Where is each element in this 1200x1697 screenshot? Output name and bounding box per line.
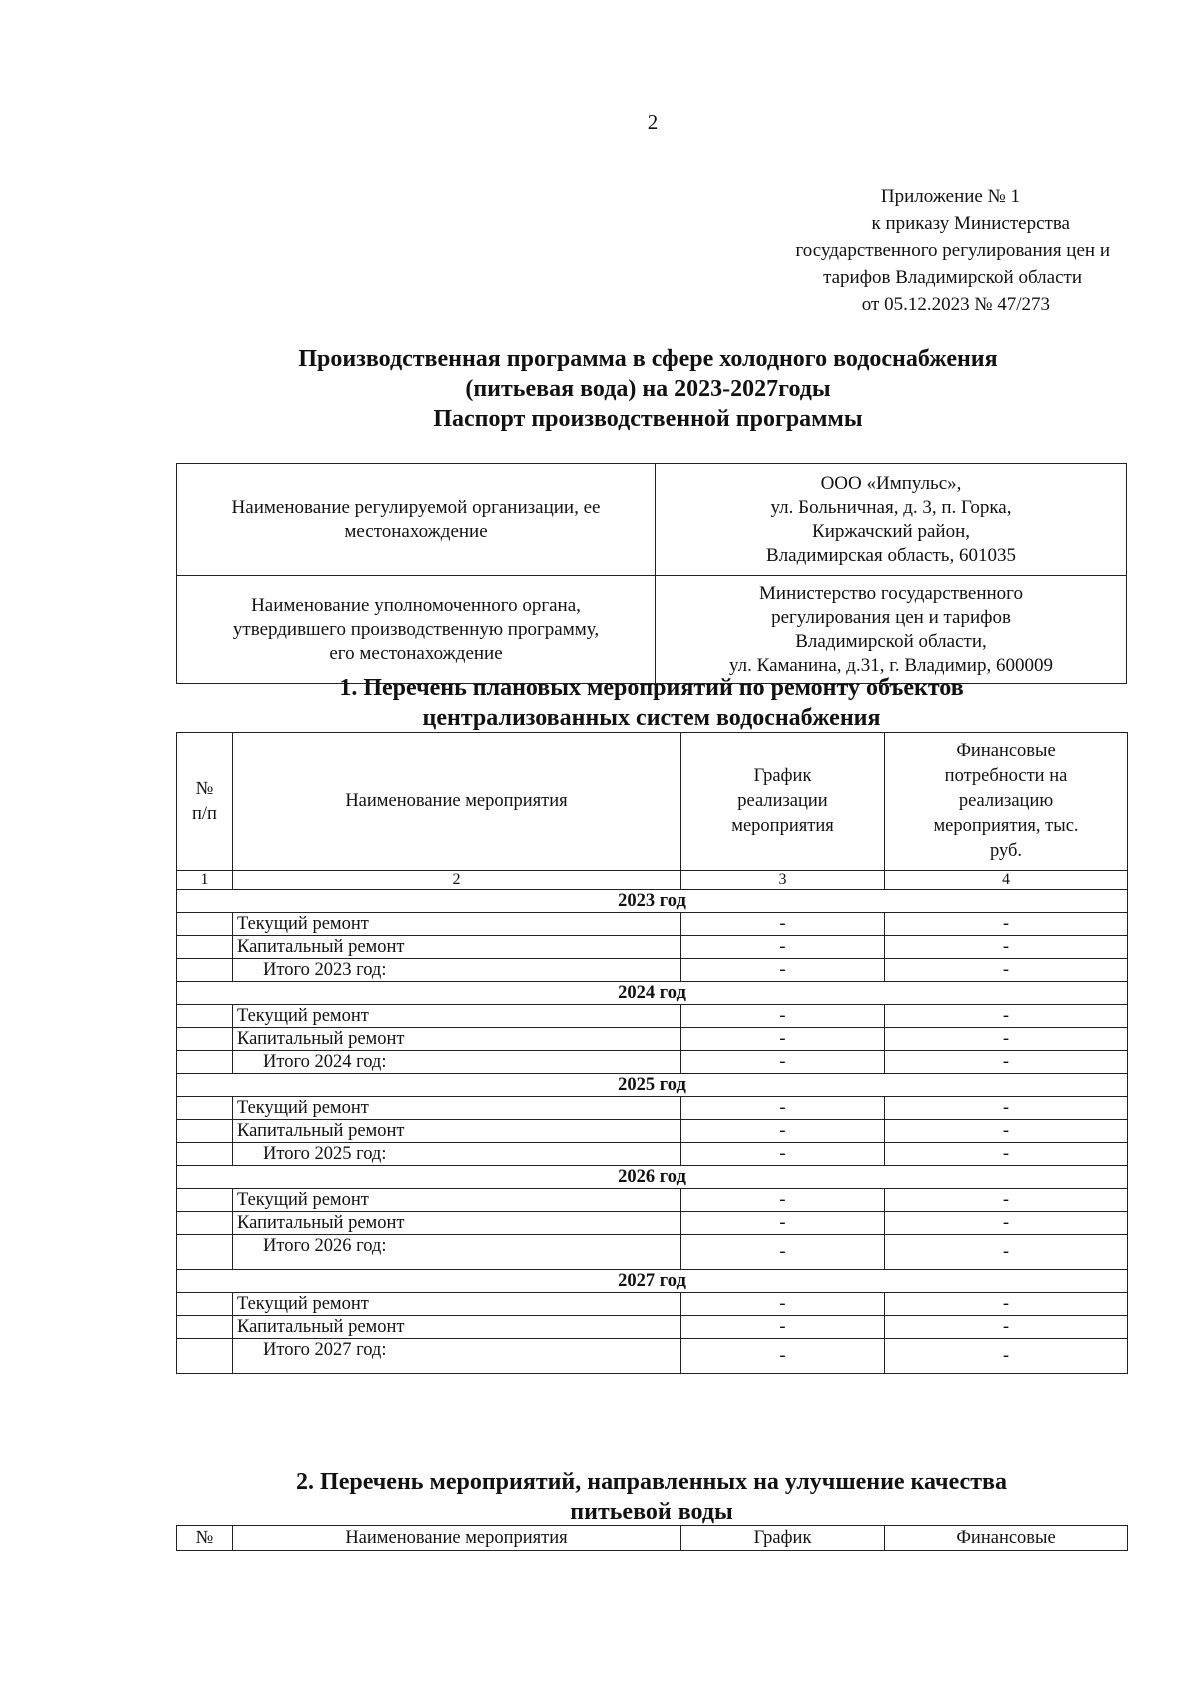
appendix-header [690,183,1110,318]
passport-table [176,463,1127,684]
table-row [177,1097,1128,1120]
year-row [177,1074,1128,1097]
row-schedule: - [681,1339,885,1374]
passport-label [177,576,656,684]
table-row [177,1293,1128,1316]
table-row [177,1005,1128,1028]
row-number [177,1005,233,1028]
passport-value [656,464,1127,576]
header-cell: № [177,1526,233,1551]
row-name: Капитальный ремонт [233,1316,681,1339]
appendix-line: тарифов Владимирской области [823,267,1082,288]
text-line: регулирования цен и тарифов [771,606,1011,628]
row-name: Капитальный ремонт [233,1212,681,1235]
row-schedule: - [681,1120,885,1143]
row-name: Итого 2025 год: [233,1143,681,1166]
row-schedule: - [681,1212,885,1235]
text-line: реализацию [958,791,1054,811]
row-schedule: - [681,1097,885,1120]
row-finance: - [885,1189,1128,1212]
column-number: 1 [177,871,233,890]
row-name: Капитальный ремонт [233,936,681,959]
year-label: 2027 год [177,1270,1128,1293]
text-line: ООО «Импульс», [820,472,962,494]
table-row [177,1028,1128,1051]
year-label: 2025 год [177,1074,1128,1097]
passport-row [177,464,1127,576]
row-name: Текущий ремонт [233,1097,681,1120]
row-finance: - [885,1028,1128,1051]
text-line: мероприятия, тыс. [933,816,1079,836]
header-cell [681,733,885,871]
row-finance: - [885,1097,1128,1120]
section1-title [176,673,1127,733]
row-number [177,1339,233,1374]
row-number [177,1028,233,1051]
section-title-line: 1. Перечень плановых мероприятий по ремонту объектов [339,675,964,701]
main-title-line: Производственная программа в сфере холодного водоснабжения [298,346,998,372]
header-cell [885,733,1128,871]
text-line: реализации [737,791,828,811]
repair-plan-table [176,732,1128,1374]
text-line: Наименование регулируемой организации, ее [231,496,601,518]
text-line: Наименование уполномоченного органа, [251,594,581,616]
row-number [177,1235,233,1270]
row-finance: - [885,913,1128,936]
row-number [177,936,233,959]
table-row [177,1212,1128,1235]
row-name: Текущий ремонт [233,1293,681,1316]
quality-measures-table [176,1525,1128,1551]
row-schedule: - [681,913,885,936]
row-schedule: - [681,959,885,982]
row-schedule: - [681,1189,885,1212]
table-row-total [177,1051,1128,1074]
row-number [177,1051,233,1074]
column-number: 4 [885,871,1128,890]
row-schedule: - [681,1235,885,1270]
text-line: местонахождение [344,520,488,542]
row-number [177,1097,233,1120]
section-title-line: питьевой воды [570,1499,733,1525]
text-line: его местонахождение [329,642,503,664]
row-name: Итого 2027 год: [233,1339,681,1374]
header-cell: Финансовые [885,1526,1128,1551]
row-schedule: - [681,1028,885,1051]
row-finance: - [885,1212,1128,1235]
row-schedule: - [681,1005,885,1028]
row-number [177,1143,233,1166]
row-name: Текущий ремонт [233,1005,681,1028]
appendix-line: Приложение № 1 [880,186,1020,207]
appendix-line: государственного регулирования цен и [795,240,1110,261]
year-row [177,890,1128,913]
row-number [177,959,233,982]
table-row [177,913,1128,936]
header-cell: Наименование мероприятия [233,733,681,871]
table-row [177,1189,1128,1212]
main-title-line: (питьевая вода) на 2023-2027годы [465,376,831,402]
row-number [177,1212,233,1235]
section-title-line: 2. Перечень мероприятий, направленных на улучшение качества [296,1469,1007,1495]
row-schedule: - [681,1143,885,1166]
row-finance: - [885,1143,1128,1166]
row-name: Текущий ремонт [233,1189,681,1212]
row-finance: - [885,1005,1128,1028]
text-line: мероприятия [731,816,834,836]
column-number-row [177,871,1128,890]
text-line: ул. Больничная, д. 3, п. Горка, [770,496,1012,518]
table-row-total [177,959,1128,982]
row-finance: - [885,959,1128,982]
text-line: № [195,778,214,799]
text-line: Владимирской области, [795,630,987,652]
text-line: Владимирская область, 601035 [766,544,1016,566]
row-number [177,1316,233,1339]
table-row-total [177,1235,1128,1270]
header-row [177,733,1128,871]
row-finance: - [885,1120,1128,1143]
year-row [177,1270,1128,1293]
passport-label [177,464,656,576]
row-name: Капитальный ремонт [233,1028,681,1051]
header-cell [177,733,233,871]
row-finance: - [885,1051,1128,1074]
appendix-line: к приказу Министерства [871,213,1070,234]
text-line: п/п [192,803,217,824]
row-finance: - [885,1339,1128,1374]
header-row [177,1526,1128,1551]
year-row [177,1166,1128,1189]
row-finance: - [885,936,1128,959]
section-title-line: централизованных систем водоснабжения [422,705,881,731]
year-label: 2023 год [177,890,1128,913]
text-line: потребности на [944,766,1068,786]
text-line: График [753,766,812,786]
row-finance: - [885,1235,1128,1270]
year-label: 2026 год [177,1166,1128,1189]
header-cell: Наименование мероприятия [233,1526,681,1551]
text-line: руб. [989,841,1023,861]
table-row [177,1316,1128,1339]
row-name: Итого 2024 год: [233,1051,681,1074]
text-line: утвердившего производственную программу, [232,618,600,640]
text-line: ул. Каманина, д.31, г. Владимир, 600009 [729,654,1053,676]
table-row [177,936,1128,959]
column-number: 2 [233,871,681,890]
passport-row [177,576,1127,684]
main-title [178,344,1118,434]
row-name: Капитальный ремонт [233,1120,681,1143]
row-name: Итого 2026 год: [233,1235,681,1270]
row-number [177,1189,233,1212]
passport-value [656,576,1127,684]
column-number: 3 [681,871,885,890]
row-number [177,1293,233,1316]
row-schedule: - [681,1316,885,1339]
row-name: Итого 2023 год: [233,959,681,982]
row-finance: - [885,1316,1128,1339]
table-row-total [177,1339,1128,1374]
row-schedule: - [681,1051,885,1074]
header-cell: График [681,1526,885,1551]
page-number: 2 [647,110,659,134]
section2-title [176,1467,1127,1527]
row-name: Текущий ремонт [233,913,681,936]
text-line: Киржачский район, [812,520,970,542]
text-line: Министерство государственного [759,582,1023,604]
year-label: 2024 год [177,982,1128,1005]
appendix-line: от 05.12.2023 № 47/273 [861,294,1050,315]
text-line: Финансовые [956,741,1056,761]
row-number [177,913,233,936]
row-number [177,1120,233,1143]
row-schedule: - [681,936,885,959]
table-row [177,1120,1128,1143]
table-row-total [177,1143,1128,1166]
main-title-line: Паспорт производственной программы [433,406,863,432]
year-row [177,982,1128,1005]
row-finance: - [885,1293,1128,1316]
row-schedule: - [681,1293,885,1316]
